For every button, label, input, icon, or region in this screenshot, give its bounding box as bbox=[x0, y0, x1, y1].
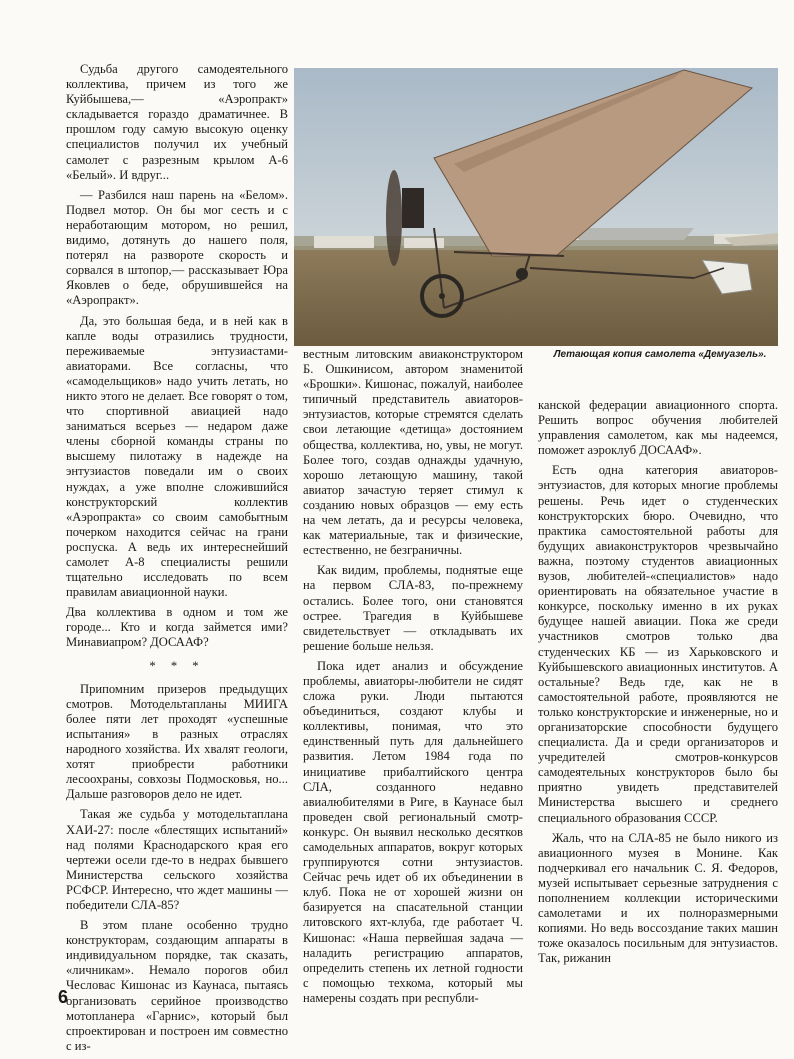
photo-caption: Летающая копия самолета «Демуазель». bbox=[553, 349, 767, 360]
page-number: 6 bbox=[58, 987, 69, 1007]
paragraph: Припомним призеров предыдущих смотров. Мотодельтапланы МИИГА более пяти лет проходят «успешные испытания» в разных отраслях народного хозяйства. Их хвалят геологи, хотят приобрести работники лесоохраны, совхозы Подмосковья, но... Дальше разговоров дело не идет. bbox=[66, 681, 288, 802]
paragraph: Такая же судьба у мотодельтаплана ХАИ-27: после «блестящих испытаний» над полями Краснодарского края его чертежи осели где-то в недрах бывшего Министерства сельского хозяйства РСФСР. Интересно, что ждет машины — победители СЛА-85? bbox=[66, 807, 288, 912]
text-column-2 bbox=[303, 347, 523, 1011]
paragraph: — Разбился наш парень на «Белом». Подвел мотор. Он бы мог сесть и с неработающим мотором, но решил, видимо, дотянуть до нашего поля, потерял на развороте скорость и сорвался в штопор,— рассказывает Юра Яковлев о беде, обрушившейся на «Аэропракт». bbox=[66, 187, 288, 308]
text-column-3 bbox=[538, 398, 778, 971]
section-separator: * * * bbox=[149, 658, 205, 673]
paragraph: Есть одна категория авиаторов-энтузиастов, для которых многие проблемы решены. Речь идет о студенческих конструкторских бюро. Очевидно, что практика самостоятельной работы для будущих авиаконструкторов чрезвычайно важна, поэтому студентов авиационных вузов, любителей-«специалистов» надо ориентировать на обязательное участие в конкурсе, поскольку именно в их руках будущее нашей авиации. Пока же среди участников смотров только два студенческих КБ — из Харьковского и Куйбышевского авиационных институтов. А остальные? Ведь где, как не в самостоятельной работе, проявляются не только конструкторские и инженерные, но и организаторские способности будущего специалиста. Да и среди организаторов и учредителей смотров-конкурсов самодеятельных конструкторов было бы приятно увидеть представителей Министерства высшего и среднего специального образования СССР. bbox=[538, 463, 778, 825]
paragraph: Да, это большая беда, и в ней как в капле воды отразились трудности, переживаемые энтузиастами-авиаторами. Все согласны, что «самодельщиков» надо учить летать, но никто этого не делает. Все говорят о том, что спортивной авиацией надо заниматься всерьез — недаром даже члены сборной команды страны по высшему пилотажу в надежде на энтузиастов поведали им о своих нуждах, а уже вполне сложившийся конструкторский коллектив «Аэропракта» со своим самобытным почерком находится сейчас на грани роспуска. А ведь их интереснейший самолет А-8 специалисты решили тщательно исследовать по всем правилам авиационной науки. bbox=[66, 313, 288, 600]
paragraph: Два коллектива в одном и том же городе... Кто и когда займется ими? Минавиапром? ДОСААФ? bbox=[66, 605, 288, 650]
paragraph: канской федерации авиационного спорта. Решить вопрос обучения любителей управления самолетом, как мы надеемся, поможет аэроклуб ДОСААФ». bbox=[538, 398, 778, 458]
paragraph: Жаль, что на СЛА-85 не было никого из авиационного музея в Монине. Как подчеркивал его начальник С. Я. Федоров, музей испытывает серьезные затруднения с пополнением коллекции историческими самолетами и их полноразмерными копиями. Но ведь воссоздание таких машин тоже оказалось посильным для энтузиастов. Так, рижанин bbox=[538, 830, 778, 966]
demoiselle-replica-photo bbox=[294, 68, 778, 346]
paragraph: В этом плане особенно трудно конструкторам, создающим аппараты в индивидуальном порядке, так сказать, «личникам». Немало порогов обил Чесловас Кишонас из Каунаса, пытаясь организовать серийное производство мотопланера «Гарнис», который был спроектирован и построен им совместно с из- bbox=[66, 918, 288, 1053]
paragraph: Как видим, проблемы, поднятые еще на первом СЛА-83, по-прежнему остались. Более того, они становятся острее. Трагедия в Куйбышеве свидетельствует — откладывать их решение больше нельзя. bbox=[303, 563, 523, 653]
paragraph: Судьба другого самодеятельного коллектива, причем из того же Куйбышева,— «Аэропракт» складывается гораздо драматичнее. В прошлом году самую высокую оценку специалистов получил их учебный самолет с разрезным крылом А-6 «Белый». И вдруг... bbox=[66, 62, 288, 182]
paragraph: Пока идет анализ и обсуждение проблемы, авиаторы-любители не сидят сложа руки. Люди пытаются объединиться, создают клубы и коллективы, понимая, что это единственный путь для дальнейшего развития. Летом 1984 года по инициативе прибалтийского центра СЛА, созданного недавно авиалюбителями в Риге, в Каунасе был проведен свой региональный смотр-конкурс. Он выявил несколько десятков самодельных аппаратов, вокруг которых группируются сотни энтузиастов. Сейчас речь идет об их объединении в клуб. Пока не от хорошей жизни он базируется на спасательной станции литовского яхт-клуба, где работает Ч. Кишонас: «Наша первейшая задача — наладить регистрацию аппаратов, определить степень их летной годности с помощью техкома, который мы намерены создать при республи- bbox=[303, 658, 523, 1005]
paragraph: вестным литовским авиаконструктором Б. Ошкинисом, автором знаменитой «Брошки». Кишонас, пожалуй, наиболее типичный представитель авиаторов-энтузиастов, которые стремятся сделать свои летающие «детища» достоянием общества, коллектива, но, увы, не могут. Более того, создав однажды удачную, хорошо летающую машину, такой авиатор зачастую теряет стимул к созданию новых образцов — ему есть на чем летать, да и ресурсы человека, как материальные, так и физические, естественно, не безграничны. bbox=[303, 347, 523, 558]
text-column-1 bbox=[66, 62, 288, 1059]
aircraft-photo bbox=[294, 68, 778, 346]
